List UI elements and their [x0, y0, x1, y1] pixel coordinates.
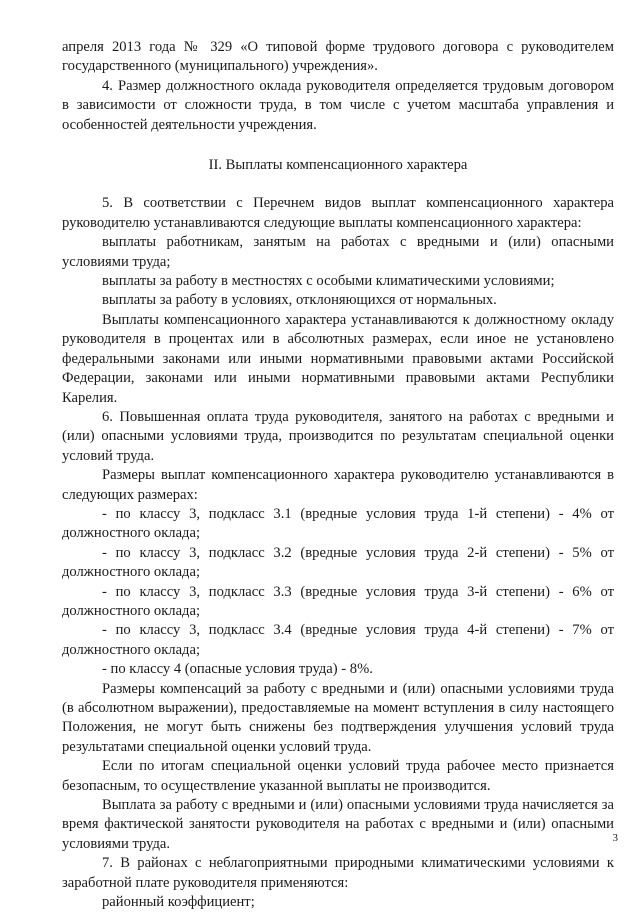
paragraph: 6. Повышенная оплата труда руководителя, занятого на работах с вредными и (или) опасными условиями труда, производится по результатам специальной оценки условий труда. — [62, 408, 614, 464]
paragraph: Если по итогам специальной оценки условий труда рабочее место признается безопасным, то осуществление указанной выплаты не производится. — [62, 758, 614, 794]
paragraph: Выплаты компенсационного характера устанавливаются к должностному окладу руководителя в процентах или в абсолютных размерах, если иное не установлено федеральными законами или иными нормативными правовыми актами Российской Федерации, законами или иными нормативными правовыми актами Республики Карелия. — [62, 311, 614, 406]
paragraph: - по классу 3, подкласс 3.2 (вредные условия труда 2-й степени) - 5% от должностного оклада; — [62, 544, 614, 581]
paragraph: - по классу 3, подкласс 3.4 (вредные условия труда 4-й степени) - 7% от должностного оклада; — [62, 622, 614, 658]
paragraph: выплаты работникам, занятым на работах с вредными и (или) опасными условиями труда; — [62, 234, 614, 270]
paragraphs-before-heading — [62, 38, 614, 135]
paragraph: Размеры выплат компенсационного характера руководителю устанавливаются в следующих размерах: — [62, 467, 614, 503]
paragraphs-after-heading — [62, 194, 614, 912]
paragraph: выплаты за работу в местностях с особыми климатическими условиями; — [102, 273, 555, 290]
paragraph: 5. В соответствии с Перечнем видов выплат компенсационного характера руководителю устанавливаются следующие выплаты компенсационного характера: — [62, 195, 614, 231]
paragraph: - по классу 3, подкласс 3.1 (вредные условия труда 1-й степени) - 4% от должностного оклада; — [62, 505, 614, 542]
page-number: 3 — [612, 832, 618, 844]
section-heading: II. Выплаты компенсационного характера — [208, 157, 468, 174]
paragraph: 7. В районах с неблагоприятными природными климатическими условиями к заработной плате руководителя применяются: — [62, 855, 614, 891]
paragraph: - по классу 3, подкласс 3.3 (вредные условия труда 3-й степени) - 6% от должностного оклада; — [62, 583, 614, 619]
document-page — [62, 38, 614, 912]
paragraph: районный коэффициент; — [102, 894, 255, 911]
paragraph: апреля 2013 года № 329 «О типовой форме трудового договора с руководителем государственного (муниципального) учреждения». — [62, 39, 614, 75]
paragraph: Выплата за работу с вредными и (или) опасными условиями труда начисляется за время фактической занятости руководителя на работах с вредными и (или) опасными условиями труда. — [62, 797, 614, 852]
paragraph: 4. Размер должностного оклада руководителя определяется трудовым договором в зависимости от сложности труда, в том числе с учетом масштаба управления и особенностей деятельности учреждения. — [62, 77, 614, 133]
paragraph: выплаты за работу в условиях, отклоняющихся от нормальных. — [102, 292, 497, 309]
paragraph: Размеры компенсаций за работу с вредными и (или) опасными условиями труда (в абсолютном выражении), предоставляемые на момент вступления в силу настоящего Положения, не могут быть снижены без подтверждения улучшения условий труда результатами специальной оценки условий труда. — [62, 680, 614, 755]
paragraph: - по классу 4 (опасные условия труда) - 8%. — [102, 661, 373, 678]
